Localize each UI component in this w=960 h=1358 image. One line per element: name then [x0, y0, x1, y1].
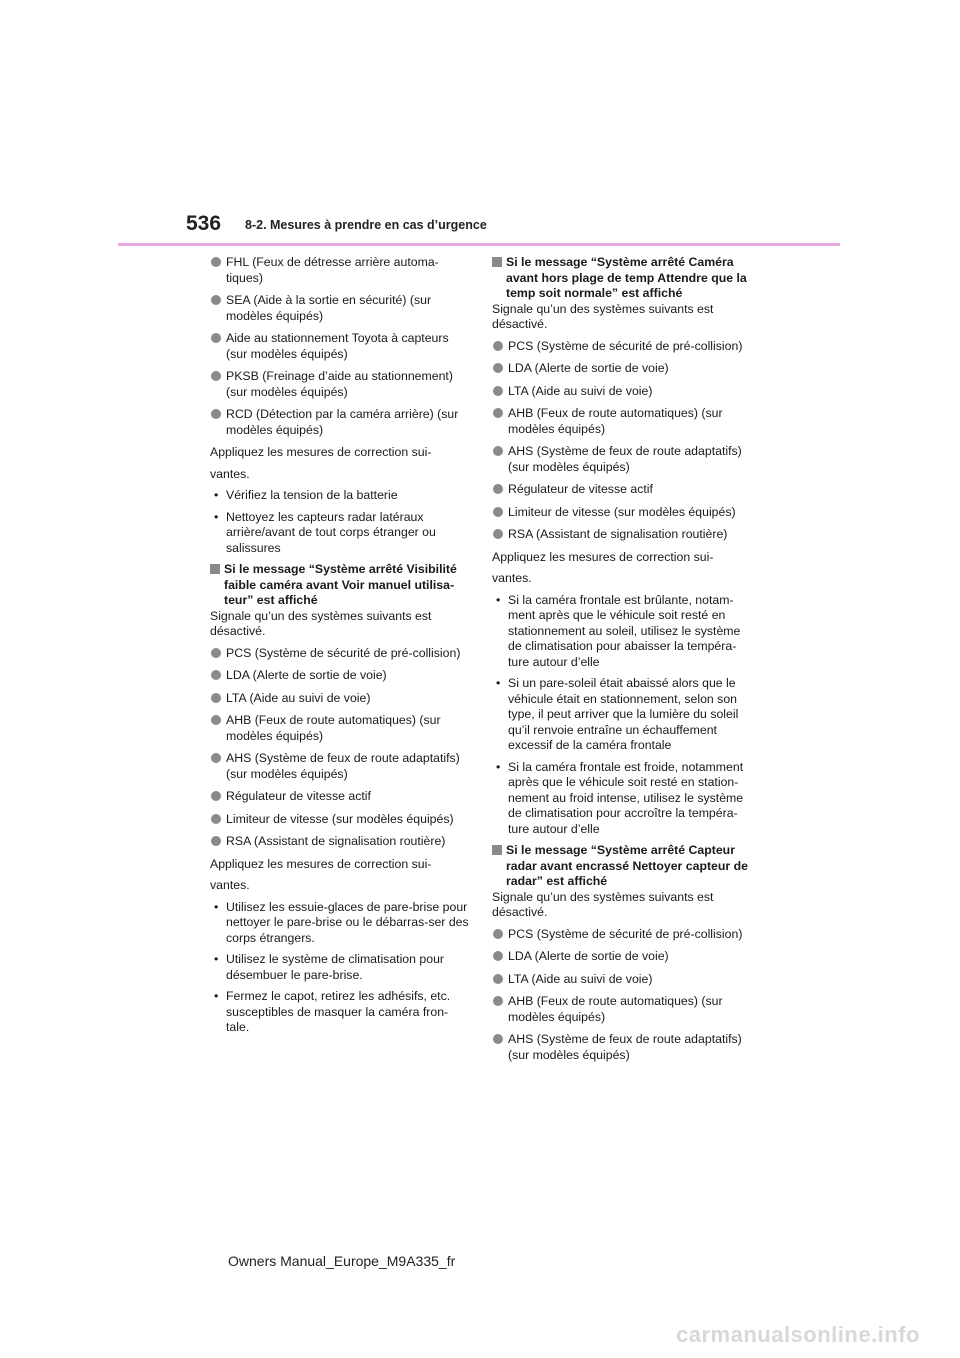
square-bullet-icon: [210, 564, 220, 574]
subsection-heading: Si le message “Système arrêté Caméra avant hors plage de temp Attendre que la temp soit normale” est affiché: [492, 255, 752, 302]
list-item: • Vérifiez la tension de la batterie: [214, 488, 398, 502]
paragraph: Signale qu’un des systèmes suivants est désactivé.: [492, 889, 714, 919]
dash-bullet-icon: •: [214, 989, 219, 1003]
dash-bullet-icon: •: [496, 759, 501, 774]
list-item: LDA (Alerte de sortie de voie): [210, 668, 470, 684]
bullet-dot-icon: [211, 814, 221, 824]
bullet-dot-icon: [211, 715, 221, 725]
bullet-dot-icon: [493, 974, 503, 984]
bullet-dot-icon: [493, 484, 503, 494]
bullet-dot-icon: [211, 295, 221, 305]
list-item: • Nettoyez les capteurs radar latéraux arrière/avant de tout corps étranger ou salissures: [214, 509, 436, 555]
paragraph: vantes.: [492, 571, 532, 585]
bullet-dot-icon: [493, 446, 503, 456]
paragraph: Appliquez les mesures de correction sui-: [210, 856, 432, 871]
header-rule: [118, 243, 840, 246]
dash-bullet-icon: •: [214, 952, 219, 966]
bullet-dot-icon: [211, 753, 221, 763]
page-number: 536: [186, 212, 222, 235]
list-item: AHS (Système de feux de route adaptatifs) (sur modèles équipés): [492, 1032, 752, 1063]
bullet-dot-icon: [211, 409, 221, 419]
square-bullet-icon: [492, 845, 502, 855]
left-column: [210, 255, 470, 1042]
list-item: • Si la caméra frontale est froide, notamment après que le véhicule soit resté en station-nement au froid intense, utilisez le système de climatisation pour accroître la tempéra-ture autour d’elle: [496, 759, 744, 836]
dash-bullet-icon: •: [496, 592, 501, 607]
list-item: Régulateur de vitesse actif: [492, 482, 752, 498]
section-title: 8-2. Mesures à prendre en cas d’urgence: [245, 218, 487, 232]
list-item: PKSB (Freinage d’aide au stationnement) (sur modèles équipés): [210, 369, 470, 400]
footer-text: Owners Manual_Europe_M9A335_fr: [228, 1253, 456, 1269]
dash-bullet-icon: •: [496, 676, 501, 690]
list-item: • Si un pare-soleil était abaissé alors que le véhicule était en stationnement, selon son type, il peut arriver que la lumière du soleil qu’il renvoie entraîne un échauffement excessif de la caméra frontale: [496, 676, 739, 752]
list-item: Régulateur de vitesse actif: [210, 789, 470, 805]
bullet-dot-icon: [493, 408, 503, 418]
bullet-dot-icon: [493, 951, 503, 961]
list-item: PCS (Système de sécurité de pré-collision): [492, 927, 752, 943]
list-item: AHB (Feux de route automatiques) (sur modèles équipés): [492, 994, 752, 1025]
paragraph: Appliquez les mesures de correction sui-: [210, 445, 432, 459]
bullet-dot-icon: [211, 257, 221, 267]
bullet-dot-icon: [493, 507, 503, 517]
list-item: AHB (Feux de route automatiques) (sur modèles équipés): [492, 406, 752, 437]
list-item: LTA (Aide au suivi de voie): [210, 691, 470, 707]
list-item: RCD (Détection par la caméra arrière) (sur modèles équipés): [210, 407, 470, 438]
list-item: PCS (Système de sécurité de pré-collision): [210, 646, 470, 662]
subsection-heading: Si le message “Système arrêté Capteur radar avant encrassé Nettoyer capteur de radar” est affiché: [492, 843, 752, 890]
list-item: RSA (Assistant de signalisation routière): [210, 834, 470, 850]
paragraph: Signale qu’un des systèmes suivants est désactivé.: [492, 301, 714, 331]
bullet-dot-icon: [493, 529, 503, 539]
list-item: FHL (Feux de détresse arrière automa-tiques): [210, 255, 470, 286]
watermark-logo[interactable]: carmanualsonline.info: [676, 1322, 920, 1347]
bullet-dot-icon: [493, 386, 503, 396]
list-item: LTA (Aide au suivi de voie): [492, 384, 752, 400]
dash-bullet-icon: •: [214, 488, 219, 502]
list-item: Limiteur de vitesse (sur modèles équipés): [210, 812, 470, 828]
list-item: AHS (Système de feux de route adaptatifs) (sur modèles équipés): [492, 444, 752, 475]
list-item: • Fermez le capot, retirez les adhésifs, etc. susceptibles de masquer la caméra fron-tale.: [214, 989, 451, 1034]
dash-bullet-icon: •: [214, 509, 219, 524]
list-item: LTA (Aide au suivi de voie): [492, 972, 752, 988]
list-item: Aide au stationnement Toyota à capteurs (sur modèles équipés): [210, 331, 470, 362]
right-column: [492, 255, 752, 1070]
list-item: LDA (Alerte de sortie de voie): [492, 361, 752, 377]
list-item: • Utilisez les essuie-glaces de pare-brise pour nettoyer le pare-brise ou le débarras-ser des corps étrangers.: [214, 899, 469, 945]
bullet-dot-icon: [493, 1034, 503, 1044]
paragraph: Appliquez les mesures de correction sui-: [492, 549, 714, 564]
list-item: RSA (Assistant de signalisation routière): [492, 527, 752, 543]
dash-bullet-icon: •: [214, 899, 219, 914]
list-item: LDA (Alerte de sortie de voie): [492, 949, 752, 965]
bullet-dot-icon: [493, 341, 503, 351]
bullet-dot-icon: [211, 333, 221, 343]
list-item: Limiteur de vitesse (sur modèles équipés): [492, 505, 752, 521]
paragraph: Signale qu’un des systèmes suivants est désactivé.: [210, 608, 432, 638]
bullet-dot-icon: [211, 648, 221, 658]
bullet-dot-icon: [211, 670, 221, 680]
bullet-dot-icon: [493, 996, 503, 1006]
list-item: AHS (Système de feux de route adaptatifs) (sur modèles équipés): [210, 751, 470, 782]
bullet-dot-icon: [211, 791, 221, 801]
bullet-dot-icon: [211, 371, 221, 381]
bullet-dot-icon: [211, 836, 221, 846]
bullet-dot-icon: [211, 693, 221, 703]
list-item: SEA (Aide à la sortie en sécurité) (sur modèles équipés): [210, 293, 470, 324]
paragraph: vantes.: [210, 466, 250, 481]
list-item: • Utilisez le système de climatisation pour désembuer le pare-brise.: [214, 952, 445, 982]
bullet-dot-icon: [493, 929, 503, 939]
subsection-heading: Si le message “Système arrêté Visibilité faible caméra avant Voir manuel utilisa-teur” est affiché: [210, 562, 470, 609]
bullet-dot-icon: [493, 363, 503, 373]
paragraph: vantes.: [210, 878, 250, 892]
list-item: PCS (Système de sécurité de pré-collision): [492, 339, 752, 355]
list-item: AHB (Feux de route automatiques) (sur modèles équipés): [210, 713, 470, 744]
square-bullet-icon: [492, 257, 502, 267]
list-item: • Si la caméra frontale est brûlante, notam-ment après que le véhicule soit resté en stationnement au soleil, utilisez le système de climatisation pour abaisser la tempéra-ture autour d’elle: [496, 592, 741, 669]
